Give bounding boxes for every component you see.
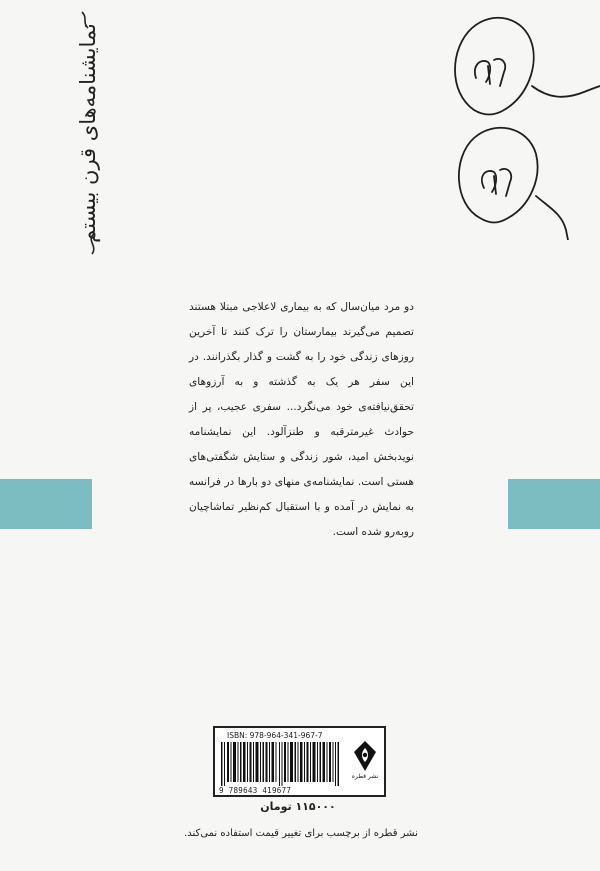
- price-sticker-notice: نشر قطره از برچسب برای تغییر قیمت استفاده نمی‌کند.: [184, 828, 418, 839]
- publisher-logo: [350, 740, 380, 786]
- teal-accent-left: [0, 479, 92, 529]
- lower-face-right: [500, 169, 511, 196]
- lower-head-outline: [459, 128, 538, 223]
- barcode-panel: [213, 726, 386, 797]
- isbn-label: ISBN: 978-964-341-967-7: [227, 731, 323, 740]
- synopsis-paragraph: دو مرد میان‌سال که به بیماری لاعلاجی مبتلا هستند تصمیم می‌گیرند بیمارستان را ترک کنند تا آخرین روزهای زندگی خود را به گشت و گذار بگذرانند. در این سفر هر یک به گذشته و به آرزوهای تحقق‌نیافته‌ی خود می‌نگرد... سفری عجیب، پر از حوادث غیرمترقبه و طنزآلود. این نمایشنامه نویدبخش امید، شور زندگی و ستایش شگفتی‌های هستی است. نمایشنامه‌ی منهای دو بارها در فرانسه به نمایش در آمده و با استقبال کم‌نظیر تماشاچیان روبه‌رو شده است.: [189, 301, 414, 538]
- series-title: نمایشنامه‌های قرن بیستم: [76, 23, 100, 243]
- upper-head-outline: [455, 18, 534, 115]
- teal-accent-right: [508, 479, 600, 529]
- publisher-logo-label: نشر قطره: [351, 773, 379, 780]
- series-title-block: [68, 8, 108, 258]
- barcode-bars: [221, 742, 345, 786]
- lower-head-neck: [536, 196, 568, 240]
- heads-illustration: [428, 0, 600, 240]
- barcode-digits: 9 789643 419677: [219, 786, 292, 795]
- publisher-logo-icon: [352, 740, 378, 772]
- upper-face-right: [494, 59, 505, 86]
- upper-head-neck: [532, 86, 600, 97]
- price-label: ۱۱۵۰۰۰ تومان: [260, 800, 336, 813]
